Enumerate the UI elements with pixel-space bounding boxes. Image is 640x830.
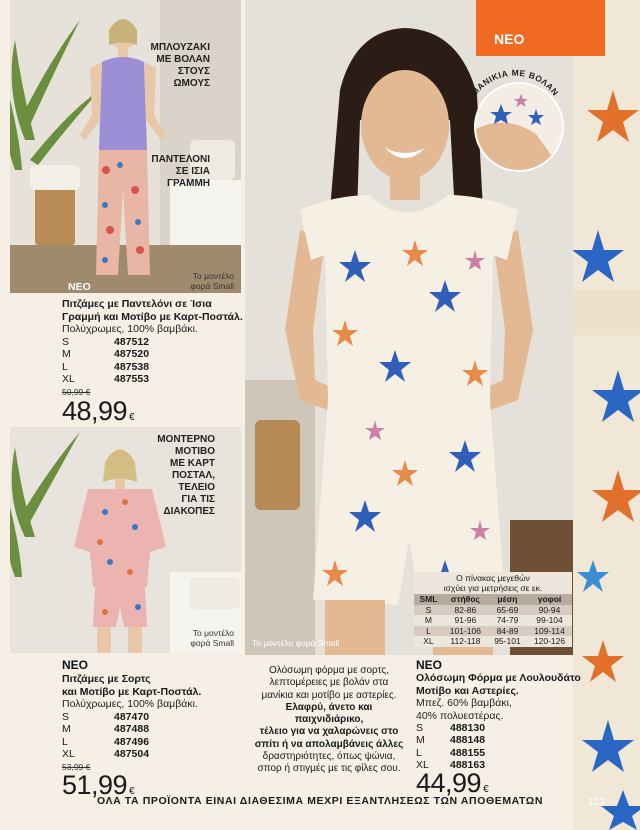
price-value: 44,99 bbox=[416, 768, 482, 798]
table-cell: 112-118 bbox=[450, 636, 481, 647]
product-1-sizes bbox=[62, 336, 149, 386]
header-cell: SML bbox=[419, 594, 438, 605]
size-row bbox=[62, 723, 149, 735]
callout-line: ΓΙΑ ΤΙΣ bbox=[181, 494, 215, 505]
title-line: Ολόσωμη Φόρμα με Λουλουδάτο bbox=[416, 672, 581, 684]
size-label: XL bbox=[416, 759, 429, 772]
product-code: 487496 bbox=[114, 735, 150, 748]
svg-text:ΜΑΝΙΚΙΑ ΜΕ ΒΟΛΑΝ bbox=[469, 68, 561, 98]
sleeve-callout-arc bbox=[460, 65, 570, 110]
product-3-title bbox=[416, 672, 581, 697]
note-line: Το μοντέλο bbox=[192, 628, 234, 638]
product-1-bottom-callout bbox=[130, 154, 210, 190]
size-row bbox=[62, 373, 149, 385]
size-row bbox=[62, 361, 149, 373]
product-2-description: Πολύχρωμες, 100% βαμβάκι. bbox=[62, 698, 198, 710]
size-label: S bbox=[416, 722, 424, 734]
product-code: 487520 bbox=[114, 348, 150, 361]
size-chart-caption bbox=[414, 572, 572, 594]
size-row bbox=[62, 736, 149, 748]
product-1-price bbox=[62, 396, 134, 427]
product-2-title bbox=[62, 673, 201, 698]
size-label: M bbox=[62, 723, 71, 736]
table-row bbox=[414, 605, 572, 616]
currency-symbol: € bbox=[129, 786, 135, 797]
size-label: L bbox=[62, 735, 68, 748]
note-line: φορά Small bbox=[190, 281, 234, 291]
title-line: Πιτζάμες με Παντελόνι σε Ίσια bbox=[62, 298, 212, 310]
header-cell: μέση bbox=[497, 594, 518, 605]
product-3-sizes bbox=[416, 722, 485, 772]
table-cell: XL bbox=[423, 636, 434, 647]
size-row bbox=[62, 711, 149, 723]
callout-line: ΣΤΟΥΣ bbox=[177, 66, 210, 77]
table-row bbox=[414, 615, 572, 626]
product-code: 487504 bbox=[114, 748, 150, 761]
table-row bbox=[414, 626, 572, 637]
product-code: 488148 bbox=[450, 734, 486, 747]
product-code: 488163 bbox=[450, 759, 486, 772]
desc-line: δραστηριότητες, όπως ψώνια, bbox=[262, 751, 396, 763]
size-label: M bbox=[62, 348, 71, 361]
currency-symbol: € bbox=[129, 412, 135, 423]
table-cell: 82-86 bbox=[454, 604, 477, 615]
size-label: M bbox=[416, 734, 425, 747]
size-label: S bbox=[62, 336, 70, 348]
sleeve-callout-text: ΜΑΝΙΚΙΑ ΜΕ ΒΟΛΑΝ bbox=[469, 67, 561, 98]
table-cell: 74-79 bbox=[496, 615, 519, 626]
product-3-long-description bbox=[254, 665, 404, 776]
price-value: 51,99 bbox=[62, 770, 128, 800]
table-cell: L bbox=[426, 625, 431, 636]
product-code: 487553 bbox=[114, 373, 150, 386]
table-cell: 91-96 bbox=[454, 615, 477, 626]
size-row bbox=[416, 747, 485, 759]
product-code: 487512 bbox=[114, 336, 150, 348]
new-badge-banner bbox=[476, 0, 605, 56]
callout-line: ΤΕΛΕΙΟ bbox=[178, 482, 215, 493]
product-3-model-note: Το μοντέλο φορά Small bbox=[252, 638, 340, 648]
product-2-new-badge: ΝΕΟ bbox=[62, 658, 89, 672]
table-row bbox=[414, 636, 572, 647]
callout-line: ΜΕ ΚΑΡΤ bbox=[170, 458, 215, 469]
product-1-title bbox=[62, 298, 243, 323]
desc-line: σπορ ή στιγμές με τις φίλες σου. bbox=[257, 763, 401, 775]
table-cell: 109-114 bbox=[534, 625, 565, 636]
note-line: Το μοντέλο bbox=[192, 271, 234, 281]
fabric-swatch-strip bbox=[573, 0, 640, 830]
size-label: XL bbox=[62, 748, 75, 761]
table-cell: 95-101 bbox=[494, 636, 521, 647]
callout-line: ΜΟΝΤΕΡΝΟ bbox=[157, 434, 215, 445]
currency-symbol: € bbox=[483, 784, 489, 795]
callout-line: ΠΑΝΤΕΛΟΝΙ bbox=[151, 154, 210, 165]
availability-footer: ΟΛΑ ΤΑ ΠΡΟΪΟΝΤΑ ΕΙΝΑΙ ΔΙΑΘΕΣΙΜΑ ΜΕΧΡΙ ΕΞΑΝΤΛΗΣΕΩΣ ΤΩΝ ΑΠΟΘΕΜΑΤΩΝ bbox=[96, 795, 544, 807]
size-label: XL bbox=[62, 373, 75, 386]
product-2-model-note bbox=[180, 628, 234, 648]
table-cell: 90-94 bbox=[538, 604, 561, 615]
table-cell: 101-106 bbox=[449, 625, 481, 636]
desc-line: λεπτομέρειες με βολάν στα bbox=[269, 677, 389, 689]
product-code: 487488 bbox=[114, 723, 150, 736]
title-line: Μοτίβο και Αστερίες. bbox=[416, 684, 519, 697]
desc-line: τέλειο για να χαλαρώνεις στο bbox=[259, 726, 399, 738]
size-label: L bbox=[62, 360, 68, 373]
size-row bbox=[62, 348, 149, 360]
product-code: 488130 bbox=[450, 722, 486, 734]
size-row bbox=[416, 722, 485, 734]
product-1-description: Πολύχρωμες, 100% βαμβάκι. bbox=[62, 323, 198, 335]
size-row bbox=[416, 734, 485, 746]
desc-line: Μπεζ. 60% βαμβάκι, bbox=[416, 697, 512, 709]
desc-line: μανίκια και μοτίβο με αστερίες. bbox=[261, 689, 397, 701]
product-3-description bbox=[416, 697, 512, 722]
callout-line: ΩΜΟΥΣ bbox=[173, 78, 210, 89]
size-label: L bbox=[416, 746, 422, 759]
product-code: 487470 bbox=[114, 711, 150, 723]
product-2-old-price: 53,99 € bbox=[62, 762, 91, 772]
product-1-old-price: 50,99 € bbox=[62, 387, 91, 397]
product-1-new-badge: ΝΕΟ bbox=[68, 281, 91, 293]
callout-line: ΠΟΣΤΑΛ, bbox=[171, 470, 215, 481]
callout-line: ΓΡΑΜΜΗ bbox=[166, 178, 210, 189]
table-cell: 120-126 bbox=[533, 636, 566, 647]
table-cell: 99-104 bbox=[536, 615, 563, 626]
page-number: 123 bbox=[588, 797, 605, 808]
caption-line: ισχύει για μετρήσεις σε εκ. bbox=[443, 583, 543, 593]
title-line: Γραμμή και Μοτίβο με Καρτ-Ποστάλ. bbox=[62, 310, 243, 323]
price-value: 48,99 bbox=[62, 396, 128, 426]
product-1-model-note bbox=[180, 271, 234, 291]
fabric-pattern-illustration bbox=[573, 0, 640, 830]
table-cell: S bbox=[425, 604, 432, 615]
size-row bbox=[62, 748, 149, 760]
desc-line: Ολόσωμη φόρμα με σορτς, bbox=[268, 665, 389, 676]
size-chart-header bbox=[414, 594, 572, 605]
product-2-sizes bbox=[62, 711, 149, 761]
product-1-top-callout bbox=[130, 42, 210, 90]
size-row bbox=[62, 336, 149, 348]
callout-line: ΔΙΑΚΟΠΕΣ bbox=[163, 506, 215, 517]
desc-line: 40% πολυεστέρας. bbox=[416, 709, 504, 722]
size-label: S bbox=[62, 711, 70, 723]
table-cell: 65-69 bbox=[496, 604, 519, 615]
product-code: 488155 bbox=[450, 746, 486, 759]
size-chart-table bbox=[414, 594, 572, 647]
callout-line: ΣΕ ΙΣΙΑ bbox=[175, 166, 210, 177]
callout-line: ΜΕ ΒΟΛΑΝ bbox=[156, 54, 210, 65]
desc-line: Ελαφρύ, άνετο και παιχνιδιάρικο, bbox=[285, 701, 373, 726]
table-cell: M bbox=[424, 615, 432, 626]
product-2-callout bbox=[140, 434, 215, 518]
header-cell: στήθος bbox=[450, 594, 480, 605]
size-chart bbox=[414, 572, 572, 647]
new-badge-text: ΝΕΟ bbox=[494, 31, 525, 47]
title-line: Πιτζάμες με Σορτς bbox=[62, 673, 151, 685]
callout-line: ΜΟΤΙΒΟ bbox=[175, 446, 215, 457]
header-cell: γοφοί bbox=[537, 594, 562, 605]
product-code: 487538 bbox=[114, 360, 150, 373]
desc-line: σπίτι ή να απολαμβάνεις άλλες bbox=[254, 738, 404, 750]
note-line: φορά Small bbox=[190, 638, 234, 648]
caption-line: Ο πίνακας μεγεθών bbox=[456, 573, 530, 583]
product-3-new-badge: ΝΕΟ bbox=[416, 658, 443, 672]
table-cell: 84-89 bbox=[496, 625, 519, 636]
title-line: και Μοτίβο με Καρτ-Ποστάλ. bbox=[62, 685, 202, 698]
callout-line: ΜΠΛΟΥΖΑΚΙ bbox=[150, 42, 210, 53]
